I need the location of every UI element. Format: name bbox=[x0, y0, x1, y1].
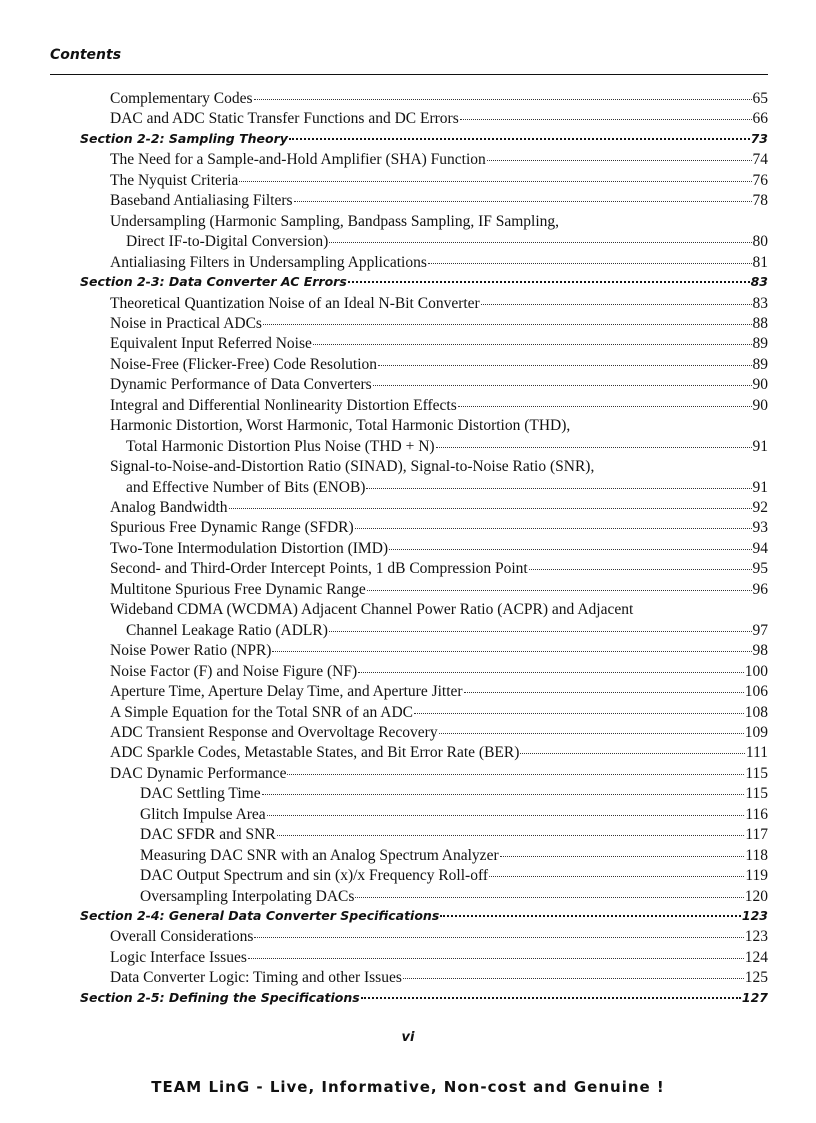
toc-entry-title: Measuring DAC SNR with an Analog Spectrum Analyzer bbox=[140, 846, 499, 864]
dot-leader bbox=[487, 160, 752, 161]
toc-section-heading[interactable] bbox=[80, 131, 768, 146]
dot-leader bbox=[267, 815, 745, 816]
toc-entry-title: DAC Settling Time bbox=[140, 785, 261, 803]
toc-entry-title: Antialiasing Filters in Undersampling Applications bbox=[110, 253, 427, 271]
dot-leader bbox=[263, 324, 752, 325]
toc-entry-title: Logic Interface Issues bbox=[110, 948, 247, 966]
toc-entry[interactable] bbox=[110, 663, 768, 681]
toc-page-number: 80 bbox=[752, 233, 768, 251]
toc-page-number: 66 bbox=[752, 110, 768, 128]
toc-entry-title: Baseband Antialiasing Filters bbox=[110, 192, 293, 210]
toc-page-number: 94 bbox=[752, 539, 768, 557]
dot-leader bbox=[313, 344, 752, 345]
toc-entry-title: Undersampling (Harmonic Sampling, Bandpass Sampling, IF Sampling, bbox=[110, 212, 560, 230]
toc-entry-title: Noise Factor (F) and Noise Figure (NF) bbox=[110, 662, 358, 680]
dot-leader bbox=[355, 897, 743, 898]
toc-entry-title: Oversampling Interpolating DACs bbox=[140, 887, 355, 905]
toc-entry-title: Section 2-4: General Data Converter Specifications bbox=[80, 908, 440, 923]
dot-leader bbox=[239, 181, 751, 182]
dot-leader bbox=[378, 365, 752, 366]
toc-entry-title-continued: Channel Leakage Ratio (ADLR) bbox=[126, 621, 328, 639]
dot-leader bbox=[367, 590, 752, 591]
toc-entry-title: DAC Output Spectrum and sin (x)/x Frequency Roll-off bbox=[140, 867, 488, 885]
toc-entry-title: DAC Dynamic Performance bbox=[110, 764, 287, 782]
toc-entry[interactable] bbox=[110, 151, 768, 169]
dot-leader bbox=[262, 794, 745, 795]
toc-entry[interactable] bbox=[140, 867, 768, 885]
toc-page-number: 74 bbox=[752, 151, 768, 169]
toc-entry-title: Spurious Free Dynamic Range (SFDR) bbox=[110, 519, 354, 537]
dot-leader bbox=[481, 304, 752, 305]
toc-page-number: 96 bbox=[752, 580, 768, 598]
toc-page-number: 91 bbox=[752, 437, 768, 455]
toc-entry[interactable] bbox=[110, 765, 768, 783]
toc-page-number: 78 bbox=[752, 192, 768, 210]
toc-entry-title: DAC and ADC Static Transfer Functions and DC Errors bbox=[110, 110, 459, 128]
toc-entry-title: Wideband CDMA (WCDMA) Adjacent Channel Power Ratio (ACPR) and Adjacent bbox=[110, 601, 634, 619]
toc-page-number: 123 bbox=[744, 928, 768, 946]
toc-entry[interactable] bbox=[126, 479, 768, 497]
toc-page-number: 120 bbox=[744, 887, 768, 905]
toc-entry[interactable] bbox=[110, 376, 768, 394]
toc-entry-title: Noise-Free (Flicker-Free) Code Resolution bbox=[110, 355, 377, 373]
dot-leader bbox=[329, 631, 752, 632]
toc-page-number: 116 bbox=[745, 805, 768, 823]
dot-leader bbox=[389, 549, 751, 550]
toc-entry-title: Overall Considerations bbox=[110, 928, 254, 946]
toc-page-number: 124 bbox=[744, 948, 768, 966]
toc-entry-title: The Nyquist Criteria bbox=[110, 171, 239, 189]
toc-section-heading[interactable] bbox=[80, 908, 768, 923]
toc-page-number: 65 bbox=[752, 90, 768, 107]
toc-entry-title: Data Converter Logic: Timing and other Issues bbox=[110, 969, 402, 987]
dot-leader bbox=[289, 138, 750, 140]
toc-page-number: 111 bbox=[745, 744, 768, 762]
toc-entry[interactable] bbox=[110, 724, 768, 742]
toc-page-number: 89 bbox=[752, 335, 768, 353]
toc-entry-title: DAC SFDR and SNR bbox=[140, 826, 276, 844]
toc-page-number: 108 bbox=[744, 703, 768, 721]
toc-page-number: 123 bbox=[741, 908, 768, 923]
toc-page-number: 109 bbox=[744, 723, 768, 741]
toc-page-number: 115 bbox=[745, 764, 768, 782]
toc-entry-title: Two-Tone Intermodulation Distortion (IMD) bbox=[110, 539, 389, 557]
footer-banner: TEAM LinG - Live, Informative, Non-cost and Genuine ! bbox=[151, 1078, 665, 1096]
toc-entry-title: Multitone Spurious Free Dynamic Range bbox=[110, 580, 366, 598]
dot-leader bbox=[277, 835, 745, 836]
dot-leader bbox=[440, 915, 741, 917]
toc-page-number: 91 bbox=[752, 478, 768, 496]
toc-entry[interactable] bbox=[110, 683, 768, 701]
toc-page-number: 106 bbox=[744, 683, 768, 701]
toc-entry[interactable] bbox=[140, 806, 768, 824]
running-header: Contents bbox=[50, 47, 122, 63]
toc-entry-title: Dynamic Performance of Data Converters bbox=[110, 376, 372, 394]
dot-leader bbox=[348, 281, 750, 283]
dot-leader bbox=[529, 569, 752, 570]
toc-page-number: 90 bbox=[752, 396, 768, 414]
toc-entry[interactable] bbox=[110, 704, 768, 722]
toc-page-number: 76 bbox=[752, 171, 768, 189]
toc-entry-title: ADC Transient Response and Overvoltage Recovery bbox=[110, 723, 438, 741]
header-rule bbox=[50, 74, 768, 75]
toc-entry[interactable] bbox=[126, 233, 768, 251]
toc-entry[interactable] bbox=[110, 397, 768, 415]
toc-page-number: 97 bbox=[752, 621, 768, 639]
toc-entry-title: Integral and Differential Nonlinearity Distortion Effects bbox=[110, 396, 457, 414]
toc-entry-title-continued: Total Harmonic Distortion Plus Noise (THD + N) bbox=[126, 437, 435, 455]
toc-page-number: 119 bbox=[745, 867, 768, 885]
toc-entry[interactable] bbox=[140, 826, 768, 844]
dot-leader bbox=[458, 406, 752, 407]
dot-leader bbox=[329, 242, 751, 243]
toc-entry-title: Harmonic Distortion, Worst Harmonic, Total Harmonic Distortion (THD), bbox=[110, 417, 571, 435]
dot-leader bbox=[366, 488, 751, 489]
toc-page-number: 100 bbox=[744, 662, 768, 680]
toc-page-number: 118 bbox=[745, 846, 768, 864]
toc-entry-title: Section 2-5: Defining the Specifications bbox=[80, 989, 360, 1005]
toc-page-number: 83 bbox=[752, 294, 768, 312]
toc-entry[interactable] bbox=[110, 172, 768, 190]
toc-entry[interactable] bbox=[140, 888, 768, 906]
toc-entry[interactable] bbox=[110, 581, 768, 599]
toc-entry[interactable] bbox=[110, 90, 768, 108]
toc-entry[interactable] bbox=[110, 949, 768, 967]
toc-page-number: 93 bbox=[752, 519, 768, 537]
dot-leader bbox=[361, 997, 741, 999]
dot-leader bbox=[414, 713, 744, 714]
dot-leader bbox=[355, 528, 752, 529]
dot-leader bbox=[358, 672, 744, 673]
toc-entry-title: Section 2-3: Data Converter AC Errors bbox=[80, 274, 347, 290]
dot-leader bbox=[294, 201, 752, 202]
toc-entry[interactable] bbox=[126, 438, 768, 456]
dot-leader bbox=[248, 958, 744, 959]
toc-entry-title: The Need for a Sample-and-Hold Amplifier (SHA) Function bbox=[110, 151, 486, 169]
page-number: vi bbox=[401, 1030, 415, 1045]
toc-entry[interactable] bbox=[110, 928, 768, 946]
dot-leader bbox=[460, 119, 752, 120]
toc-page-number: 83 bbox=[750, 274, 768, 290]
toc-entry[interactable] bbox=[110, 969, 768, 987]
dot-leader bbox=[287, 774, 744, 775]
toc-entry[interactable] bbox=[140, 785, 768, 803]
toc-page-number: 81 bbox=[752, 253, 768, 271]
toc-entry[interactable] bbox=[126, 622, 768, 640]
dot-leader bbox=[520, 753, 745, 754]
toc-entry-title: Section 2-2: Sampling Theory bbox=[80, 130, 288, 146]
toc-page-number: 115 bbox=[745, 785, 768, 803]
dot-leader bbox=[436, 447, 752, 448]
dot-leader bbox=[403, 978, 744, 979]
dot-leader bbox=[254, 99, 752, 100]
toc-entry-title-continued: Direct IF-to-Digital Conversion) bbox=[126, 233, 329, 251]
toc-entry[interactable] bbox=[110, 540, 768, 558]
toc-entry-title-continued: and Effective Number of Bits (ENOB) bbox=[126, 478, 366, 496]
toc-entry-title: Analog Bandwidth bbox=[110, 499, 228, 516]
toc-page-number: 98 bbox=[752, 642, 768, 660]
dot-leader bbox=[489, 876, 744, 877]
toc-page-number: 125 bbox=[744, 969, 768, 987]
toc-entry[interactable] bbox=[110, 335, 768, 353]
dot-leader bbox=[373, 385, 752, 386]
toc-entry-title: Signal-to-Noise-and-Distortion Ratio (SINAD), Signal-to-Noise Ratio (SNR), bbox=[110, 458, 595, 476]
toc-section-heading[interactable] bbox=[80, 990, 768, 1005]
toc-entry-title: Noise Power Ratio (NPR) bbox=[110, 642, 272, 660]
dot-leader bbox=[439, 733, 744, 734]
toc-entry-title: ADC Sparkle Codes, Metastable States, and Bit Error Rate (BER) bbox=[110, 744, 520, 762]
toc-entry-title: Equivalent Input Referred Noise bbox=[110, 335, 312, 353]
dot-leader bbox=[464, 692, 744, 693]
toc-entry-title: Aperture Time, Aperture Delay Time, and Aperture Jitter bbox=[110, 683, 463, 701]
toc-entry-title: Glitch Impulse Area bbox=[140, 805, 266, 823]
toc-entry[interactable] bbox=[110, 356, 768, 374]
toc-entry-title: Noise in Practical ADCs bbox=[110, 314, 262, 332]
toc-entry[interactable] bbox=[110, 295, 768, 313]
toc-page-number: 73 bbox=[750, 130, 768, 146]
toc-entry[interactable] bbox=[110, 560, 768, 578]
dot-leader bbox=[229, 508, 752, 509]
toc-entry[interactable] bbox=[110, 519, 768, 537]
toc-entry[interactable] bbox=[140, 847, 768, 865]
toc-entry[interactable] bbox=[110, 110, 768, 128]
toc-entry[interactable] bbox=[110, 254, 768, 272]
toc-page-number: 95 bbox=[752, 560, 768, 578]
toc-page-number: 88 bbox=[752, 314, 768, 332]
dot-leader bbox=[272, 651, 751, 652]
toc-entry-title: Complementary Codes bbox=[110, 90, 253, 107]
toc-entry[interactable] bbox=[110, 315, 768, 333]
toc-section-heading[interactable] bbox=[80, 274, 768, 289]
dot-leader bbox=[500, 856, 745, 857]
toc-page-number: 92 bbox=[752, 499, 768, 516]
toc-entry-title: A Simple Equation for the Total SNR of an ADC bbox=[110, 703, 414, 721]
toc-entry-title: Second- and Third-Order Intercept Points, 1 dB Compression Point bbox=[110, 560, 528, 578]
toc-page-number: 127 bbox=[741, 989, 768, 1005]
toc-page-number: 89 bbox=[752, 355, 768, 373]
toc-page-number: 90 bbox=[752, 376, 768, 394]
toc-entry[interactable] bbox=[110, 192, 768, 210]
toc-entry[interactable] bbox=[110, 499, 768, 517]
dot-leader bbox=[254, 937, 743, 938]
toc-entry-title: Theoretical Quantization Noise of an Ideal N-Bit Converter bbox=[110, 294, 480, 312]
toc-entry[interactable] bbox=[110, 642, 768, 660]
dot-leader bbox=[428, 263, 752, 264]
toc-entry[interactable] bbox=[110, 744, 768, 762]
toc-page-number: 117 bbox=[745, 826, 768, 844]
